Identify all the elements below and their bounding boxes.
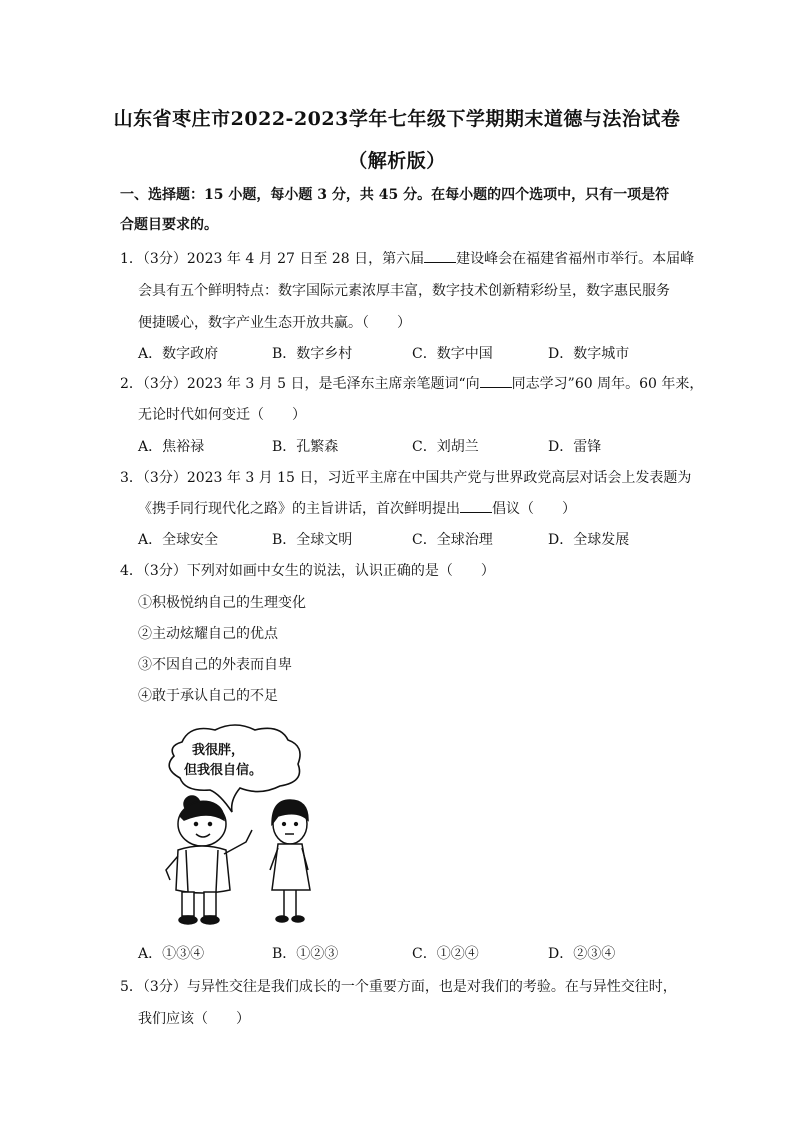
q3-option-b: B．全球文明 — [272, 532, 353, 548]
question-5-line-1: 5．（3分）与异性交往是我们成长的一个重要方面，也是对我们的考验。在与异性交往时， — [120, 979, 677, 995]
document-title: 山东省枣庄市2022-2023学年七年级下学期期末道德与法治试卷 — [113, 108, 681, 130]
cartoon-illustration — [160, 720, 360, 930]
question-2-line-1 — [120, 373, 703, 393]
question-2-line-2: 无论时代如何变迁（ ） — [138, 407, 306, 423]
answer-blank — [480, 374, 512, 388]
q1-option-b: B．数字乡村 — [272, 346, 353, 362]
q4-option-b: B．①②③ — [272, 946, 339, 962]
q1-text-b: 建设峰会在福建省福州市举行。本届峰 — [456, 251, 695, 267]
q3-text-b: 倡议（ ） — [492, 501, 576, 517]
q2-text-b: 同志学习”60 周年。60 年来， — [511, 376, 704, 392]
q3-text-a: 《携手同行现代化之路》的主旨讲话，首次鲜明提出 — [138, 501, 460, 517]
q4-statement-3: ③不因自己的外表而自卑 — [138, 657, 292, 673]
section-heading: 一、选择题：15 小题，每小题 3 分，共 45 分。在每小题的四个选项中，只有一项是符合题目要求的。 — [120, 187, 670, 233]
question-1-line-1 — [120, 248, 694, 268]
q1-option-c: C．数字中国 — [412, 346, 493, 362]
answer-blank — [460, 499, 492, 513]
question-3-line-2 — [138, 498, 576, 518]
bubble-text-2: 但我很自信。 — [184, 763, 263, 778]
q4-statement-2: ②主动炫耀自己的优点 — [138, 626, 278, 642]
question-5-line-2: 我们应该（ ） — [138, 1011, 250, 1027]
q2-text-a: 2．（3分）2023 年 3 月 5 日，是毛泽东主席亲笔题词“向 — [120, 376, 480, 392]
question-4-line-1: 4．（3分）下列对如画中女生的说法，认识正确的是（ ） — [120, 563, 495, 579]
q2-option-d: D．雷锋 — [548, 439, 602, 455]
q3-option-c: C．全球治理 — [412, 532, 493, 548]
q3-option-a: A．全球安全 — [138, 532, 219, 548]
q2-option-b: B．孔繁森 — [272, 439, 339, 455]
q3-option-d: D．全球发展 — [548, 532, 630, 548]
q4-option-a: A．①③④ — [138, 946, 205, 962]
q4-option-c: C．①②④ — [412, 946, 479, 962]
q2-option-a: A．焦裕禄 — [138, 439, 205, 455]
q4-option-d: D．②③④ — [548, 946, 616, 962]
chubby-girl-figure — [166, 796, 252, 924]
bubble-text-1: 我很胖， — [192, 743, 245, 758]
q1-option-a: A．数字政府 — [138, 346, 219, 362]
q1-option-d: D．数字城市 — [548, 346, 630, 362]
q1-text-a: 1．（3分）2023 年 4 月 27 日至 28 日，第六届 — [120, 251, 425, 267]
document-subtitle: （解析版） — [348, 150, 446, 172]
q2-option-c: C．刘胡兰 — [412, 439, 479, 455]
q4-statement-1: ①积极悦纳自己的生理变化 — [138, 595, 306, 611]
question-1-line-3: 便捷暖心，数字产业生态开放共赢。（ ） — [138, 315, 411, 331]
q4-statement-4: ④敢于承认自己的不足 — [138, 688, 278, 704]
question-3-line-1: 3．（3分）2023 年 3 月 15 日，习近平主席在中国共产党与世界政党高层对话会上发表题为 — [120, 470, 692, 486]
standing-girl-figure — [270, 800, 310, 922]
question-1-line-2: 会具有五个鲜明特点：数字国际元素浓厚丰富，数字技术创新精彩纷呈，数字惠民服务 — [138, 283, 670, 299]
answer-blank — [424, 249, 456, 263]
